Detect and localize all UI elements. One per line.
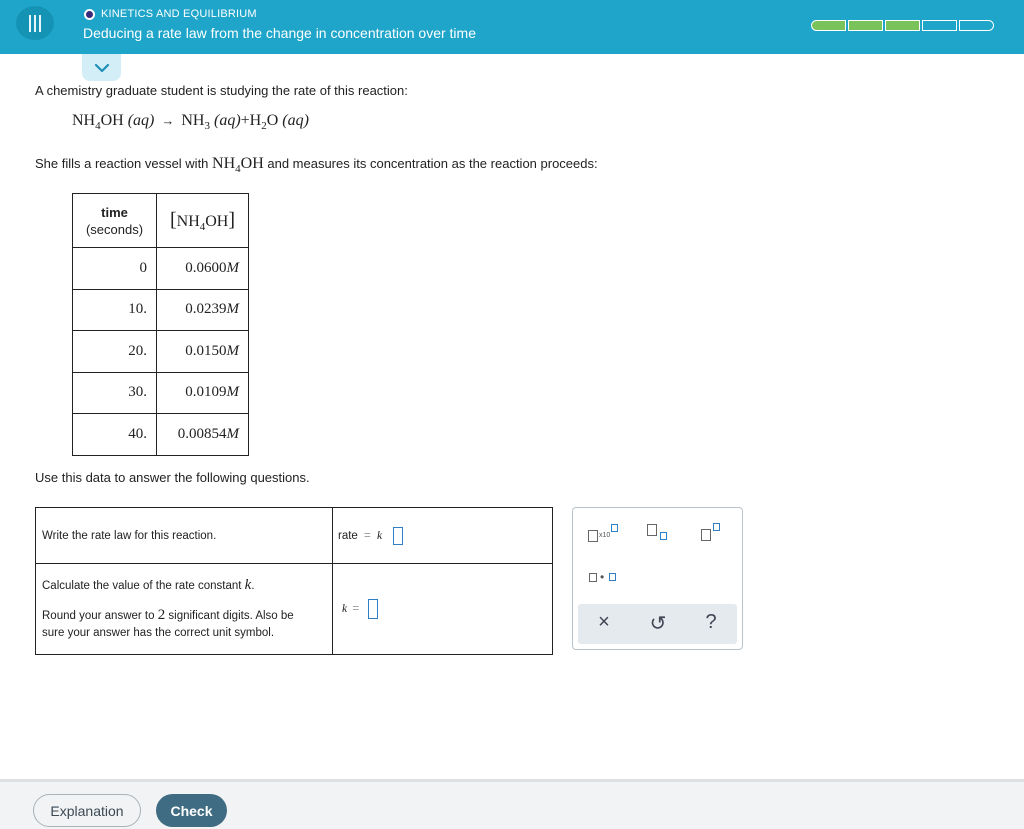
check-button[interactable]: Check xyxy=(156,794,227,827)
subscript-tool[interactable] xyxy=(645,522,671,546)
time-header: time (seconds) xyxy=(73,194,157,248)
table-row xyxy=(73,248,249,290)
time-cell: 10. xyxy=(73,289,157,331)
page-title: Deducing a rate law from the change in concentration over time xyxy=(83,25,476,41)
progress-segment xyxy=(885,20,920,31)
concentration-cell: 0.0239M xyxy=(157,289,249,331)
rate-constant-input[interactable] xyxy=(368,599,378,619)
superscript-tool[interactable] xyxy=(699,522,725,546)
fills-text: She fills a reaction vessel with $NH_4OH$ and measures its concentration as the reaction proceeds: xyxy=(35,155,598,175)
question-1: Write the rate law for this reaction. xyxy=(36,508,333,564)
multiply-dot-tool[interactable]: • xyxy=(587,570,623,586)
progress-segment xyxy=(922,20,957,31)
math-tool-panel xyxy=(572,507,743,650)
concentration-table xyxy=(72,193,249,456)
table-row xyxy=(73,414,249,456)
time-cell: 20. xyxy=(73,331,157,373)
help-icon[interactable]: ? xyxy=(705,611,717,633)
menu-button[interactable] xyxy=(16,6,54,40)
header-bar xyxy=(0,0,1024,54)
concentration-cell: 0.00854M xyxy=(157,414,249,456)
table-row xyxy=(73,331,249,373)
use-data-text: Use this data to answer the following questions. xyxy=(35,470,310,485)
progress-segment xyxy=(811,20,846,31)
scientific-notation-tool[interactable]: x10 xyxy=(587,522,623,546)
table-row xyxy=(73,372,249,414)
time-cell: 0 xyxy=(73,248,157,290)
intro-text: A chemistry graduate student is studying the rate of this reaction: xyxy=(35,83,408,98)
time-cell: 30. xyxy=(73,372,157,414)
progress-bar xyxy=(811,20,994,31)
topic-text: KINETICS AND EQUILIBRIUM xyxy=(101,8,257,20)
question-2: Calculate the value of the rate constant k. Round your answer to 2 significant digits. Also be sure your answer has the correct unit symbol. xyxy=(36,564,333,655)
rate-law-input[interactable] xyxy=(393,527,403,545)
answer-1-cell: rate = k xyxy=(333,508,553,564)
menu-icon xyxy=(29,15,41,32)
tool-actions-bar xyxy=(578,604,737,644)
explanation-button[interactable]: Explanation xyxy=(33,794,141,827)
progress-segment xyxy=(848,20,883,31)
questions-table xyxy=(35,507,553,655)
footer-bar xyxy=(0,779,1024,829)
reaction-equation: $NH_4OH$ $(aq) \to NH_3$ $(aq)+H_2O$ (aq) xyxy=(72,112,309,132)
time-cell: 40. xyxy=(73,414,157,456)
answer-2-cell: k = xyxy=(333,564,553,655)
undo-icon[interactable]: ↺ xyxy=(649,613,667,635)
concentration-header: $[NH_4OH]$ xyxy=(157,194,249,248)
clear-icon[interactable]: × xyxy=(598,611,610,633)
concentration-cell: 0.0109M xyxy=(157,372,249,414)
concentration-cell: 0.0150M xyxy=(157,331,249,373)
progress-segment xyxy=(959,20,994,31)
concentration-cell: 0.0600M xyxy=(157,248,249,290)
topic-label xyxy=(84,8,257,20)
chevron-down-icon xyxy=(94,63,110,73)
collapse-toggle[interactable] xyxy=(82,54,121,81)
table-row xyxy=(73,289,249,331)
topic-status-icon xyxy=(84,9,95,20)
